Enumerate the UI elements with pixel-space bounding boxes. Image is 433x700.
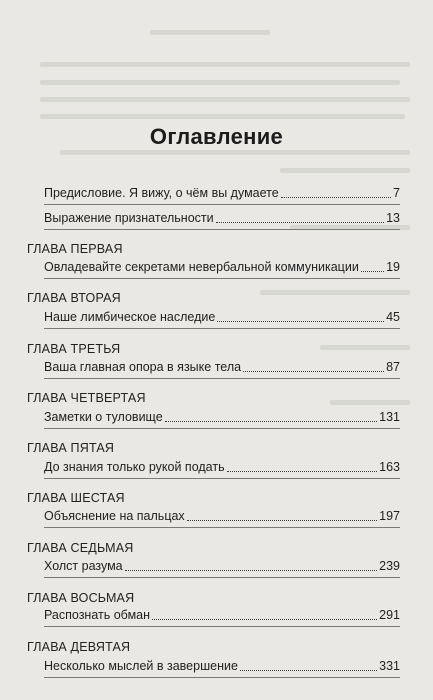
toc-entry-chapter-4[interactable] [44,407,400,425]
toc-entry-label: Наше лимбическое наследие [44,310,216,324]
chapter-heading: ГЛАВА ТРЕТЬЯ [27,342,121,356]
toc-entry-page: 197 [379,509,400,523]
toc-entry-label: До знания только рукой подать [44,460,225,474]
chapter-heading: ГЛАВА ПЕРВАЯ [27,242,123,256]
toc-entry-page: 87 [386,360,400,374]
toc-entry-chapter-2[interactable] [44,307,400,325]
toc-entry-page: 19 [386,260,400,274]
toc-entry-page: 45 [386,310,400,324]
divider [44,229,400,230]
toc-entry-label: Распознать обман [44,608,151,622]
divider [44,626,400,627]
toc-entry-label: Объяснение на пальцах [44,509,185,523]
dot-leader [187,520,377,521]
divider [44,677,400,678]
toc-entry-page: 163 [379,460,400,474]
toc-entry-label: Выражение признательности [44,211,214,225]
toc-entry-label: Несколько мыслей в завершение [44,659,238,673]
dot-leader [125,570,378,571]
chapter-heading: ГЛАВА ЧЕТВЕРТАЯ [27,391,146,405]
toc-entry-label: Овладевайте секретами невербальной коммуникации [44,260,359,274]
toc-entry-chapter-6[interactable] [44,506,400,524]
toc-entry-page: 13 [386,211,400,225]
dot-leader [361,271,384,272]
toc-entry-chapter-7[interactable] [44,556,400,574]
dot-leader [216,222,384,223]
divider [44,328,400,329]
dot-leader [240,670,377,671]
toc-entry-label: Ваша главная опора в языке тела [44,360,242,374]
toc-entry-chapter-3[interactable] [44,357,400,375]
chapter-heading: ГЛАВА ВТОРАЯ [27,291,121,305]
toc-entry-page: 131 [379,410,400,424]
divider [44,278,400,279]
toc-entry-label: Предисловие. Я вижу, о чём вы думаете [44,186,279,200]
toc-entry-chapter-9[interactable] [44,656,400,674]
chapter-heading: ГЛАВА ШЕСТАЯ [27,491,125,505]
dot-leader [227,471,378,472]
toc-entry-chapter-8[interactable] [44,605,400,623]
toc-entry-page: 239 [379,559,400,573]
divider [44,378,400,379]
divider [44,527,400,528]
divider [44,204,400,205]
divider [44,428,400,429]
toc-entry-label: Заметки о туловище [44,410,163,424]
dot-leader [243,371,384,372]
toc-entry-preface[interactable] [44,183,400,201]
toc-entry-chapter-1[interactable] [44,257,400,275]
toc-title: Оглавление [149,124,284,149]
chapter-heading: ГЛАВА ДЕВЯТАЯ [27,640,131,654]
toc-entry-page: 291 [379,608,400,622]
divider [44,577,400,578]
toc-entry-label: Холст разума [44,559,123,573]
dot-leader [152,619,377,620]
chapter-heading: ГЛАВА ПЯТАЯ [27,441,115,455]
dot-leader [165,421,377,422]
chapter-heading: ГЛАВА СЕДЬМАЯ [27,541,134,555]
divider [44,478,400,479]
toc-entry-page: 7 [393,186,400,200]
dot-leader [217,321,384,322]
dot-leader [281,197,391,198]
toc-entry-acknowledgements[interactable] [44,208,400,226]
chapter-heading: ГЛАВА ВОСЬМАЯ [27,591,135,605]
toc-entry-chapter-5[interactable] [44,457,400,475]
toc-entry-page: 331 [379,659,400,673]
